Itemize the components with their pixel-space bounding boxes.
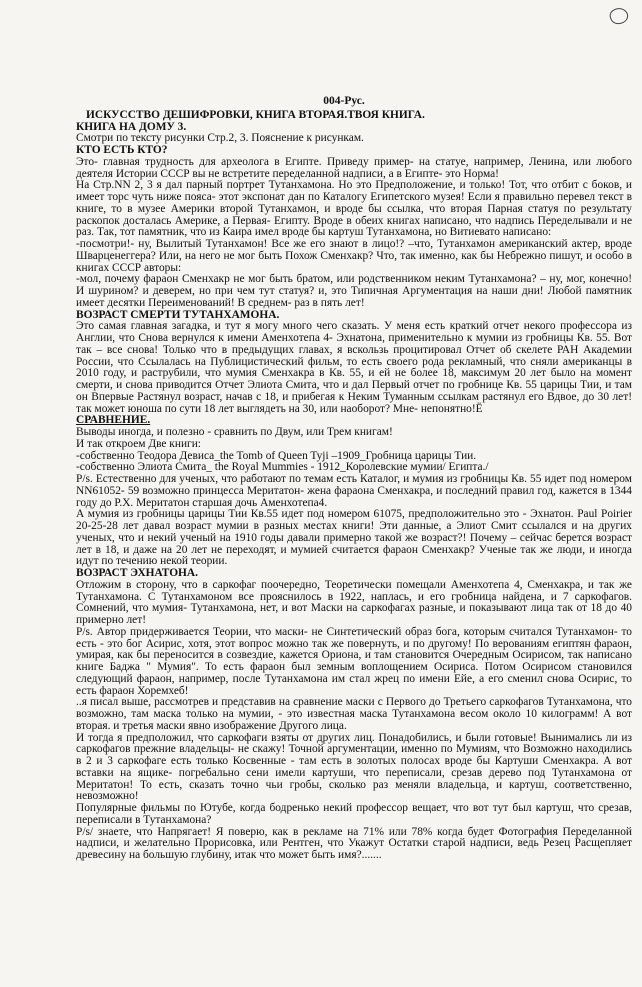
paragraph: Популярные фильмы по Ютубе, когда бодренько некий профессор вещает, что вот тут был картуш, что срезав, переписали в Тутанхамона? (76, 802, 632, 826)
figure-note: Смотри по тексту рисунки Стр.2, 3. Пояснение к рисункам. (76, 132, 364, 145)
paragraph: Это самая главная загадка, и тут я могу много чего сказать. У меня есть краткий отчет некого профессора из Англии, что Снова вернулся к имени Аменхотепа 4- Эхнатона, применительно к мумии из гробницы Кв. 55. Вот так – все снова! Только что в предыдущих главах, я вскользь процитировал Отчет об скелете РАН Академии России, что Ссылалась на Публицистический фильм, то есть своего рода рекламный, что сняли американцы в 2010 году, и раструбили, что мумия Сменхакра в Кв. 55, и ей не более 18, максимум 20 лет было на момент смерти, и снова приводится Отчет Элиота Смита, что и дал Первый отчет по гробнице Кв. 55 царицы Тии, и там он Впервые Растянул возраст, начав с 18, и прибегая к Неким Туманным ссылкам растянул его Вдвое, до 30 лет! так может юноша по сути 18 лет выглядеть на 30, или наоборот? Мне- непонятно!Ё (76, 320, 632, 415)
document-subtitle: КНИГА НА ДОМУ 3. (76, 120, 187, 133)
document-body (76, 96, 632, 862)
paragraph: Это- главная трудность для археолога в Египте. Приведу пример- на статуе, например, Ленина, или любого деятеля Истории СССР вы не встретите переделанной надписи, а в Египте- это Норма! (76, 155, 632, 180)
paragraph: -мол, почему фараон Сменхакр не мог быть братом, или родственником неким Тутанхамона? – ну, мог, конечно! И шурином? и деверем, но при чем тут статуя? и, это Типичная Аргументация на наши дни! Любой памятник имеет десятки Переименований! В среднем- раз в пять лет! (76, 273, 632, 309)
paragraph: И тогда я предположил, что саркофаги взяты от других лиц. Понадобились, и были готовые! Вынимались ли из саркофагов прежние владельцы- не скажу! Точной аргументации, именно по Мумиям, что Возможно находились в 2 и 3 саркофаге есть только Косвенные - там есть в золотых полосах вроде бы Картуши Сменхакра. А вот вставки на ящике- погребально сени имели картуши, что переписали, срезав дерево под Тутанхамона от Меритатон! То есть, сказать точно чьи гробы, сколько раз меняли владельца, и картуш, соответственно, невозможно! (76, 731, 632, 803)
paragraph: Отложим в сторону, что в саркофаг поочередно, Теоретически помещали Аменхотепа 4, Сменхакра, и так же Тутанхамона. С Тутанхамоном все прояснилось в 1922, наплась, и его гробница найдена, и 7 саркофагов. Сомнений, что мумия- Тутанхамона, нет, и вот Маски на саркофагах разные, и показывают лица так от 18 до 40 примерно лет! (76, 578, 632, 626)
paragraph: На Стр.NN 2, 3 я дал парный портрет Тутанхамона. Но это Предположение, и только! Тот, что отбит с боков, и имеет торс чуть ниже пояса- этот экспонат дан по Каталогу Египетского музея! Если я правильно перевел текст в книге, то в музее Америки второй Тутанхамон, и вроде бы ссылка, что вторая Парная статуя по результату раскопок досталась Америке, а Первая- Египту. Вроде в обеих книгах написано, что надпись Переделывали и не раз. Так, тот памятник, что из Каира имел вроде бы картуш Тутанхамона, но Витиевато написано: (76, 179, 632, 239)
paragraph: P/s/ знаете, что Напрягает! Я поверю, как в рекламе на 71% или 78% когда будет Фотография Переделанной надписи, и желательно Прорисовка, или Рентген, что Укажут Остатки старой надписи, ведь Резец Расщепляет древесину на большую глубину, итак что может быть имя?....... (76, 825, 632, 861)
book-reference: -собственно Элиота Смита_ the Royal Mummies - 1912_Королевские мумии/ Египта./ (76, 461, 489, 474)
paragraph: P/s. Автор придерживается Теории, что маски- не Синтетический образ бога, которым считался Тутанхамон- то есть - это бог Асирис, хотя, этот вопрос можно так же повернуть, и по другому! По верованиям египтян фараон, умирая, как бы переносится в созвездие, кажется Ориона, и там становится Очередным Осирисом, так написано книге Баджа " Мумия". То есть фараон был земным воплощением Осириса. Потом Осирисом становился следующий фараон, например, после Тутанхамона им стал жрец по имени Ейе, а его сменил снова Осирис, то есть фараон Хоремхеб! (76, 625, 632, 697)
paragraph: ..я писал выше, рассмотрев и представив на сравнение маски с Первого до Третьего саркофагов Тутанхамона, что возможно, там маска только на мумии, - это известная маска Тутанхамона весом около 10 килограмм! А вот вторая. и третья маски явно изображение Другого лица. (76, 696, 632, 732)
book-reference: -собственно Теодора Девиса_the Tomb of Queen Tyji –1909_Гробница царицы Тии. (76, 449, 477, 462)
section-heading: ВОЗРАСТ СМЕРТИ ТУТАНХАМОНА. (76, 308, 280, 321)
section-heading: ВОЗРАСТ ЭХНАТОНА. (76, 567, 198, 579)
paragraph: Выводы иногда, и полезно - сравнить по Двум, или Трем книгам! (76, 426, 393, 438)
section-heading: КТО ЕСТЬ КТО? (76, 144, 168, 156)
document-title: ИСКУССТВО ДЕШИФРОВКИ, КНИГА ВТОРАЯ.ТВОЯ КНИГА. (86, 108, 425, 121)
paragraph: -посмотри!- ну, Вылитый Тутанхамон! Все же его знают в лицо!? –что, Тутанхамон американский актер, вроде Шварценеггера? Или, на него не мог быть Похож Сменхакр? Что, так именно, как бы Небрежно пишут, и особо в книгах СССР авторы: (76, 238, 632, 274)
paragraph: И так откроем Две книги: (76, 437, 201, 450)
section-heading: СРАВНЕНИЕ. (76, 414, 151, 427)
document-code: 004-Рус. (323, 95, 365, 107)
pen-mark-icon (608, 5, 630, 26)
paragraph: P/s. Естественно для ученых, что работают по темам есть Каталог, и мумия из гробницы Кв. 55 идет под номером NN61052- 59 возможно принцесса Меритатон- жена фараона Сменхакра, и последний правил год, кажется в 1344 году до Р.Х. Меритатон старшая дочь Аменхотепа4. (76, 473, 632, 509)
paragraph: А мумия из гробницы царицы Тии Кв.55 идет под номером 61075, предположительно это - Эхнатон. Paul Poirier 20-25-28 лет давал возраст мумии в разных местах книги! Эти данные, а Элиот Смит ссылался и на других ученых, что и некий ученый на 1910 годы давали примерно такой же возраст?! Почему – сейчас берется возраст лет в 18, и даже на 20 лет не переходят, и мумией считается фараон Сменхакр? Ученые так же люди, и иногда идут по течению некой теории. (76, 508, 632, 568)
